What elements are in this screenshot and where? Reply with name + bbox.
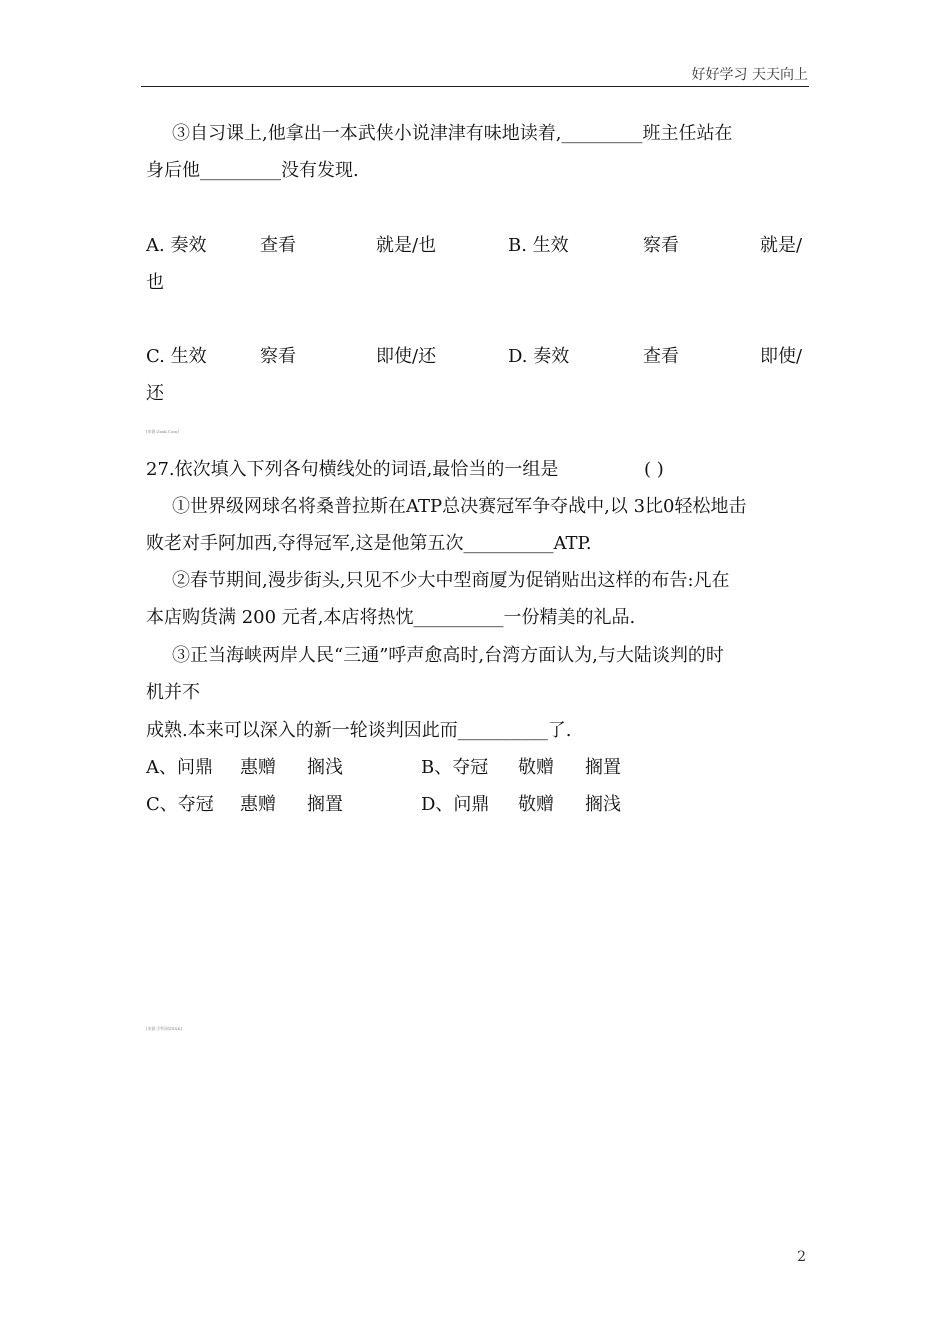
q26-option-d-word2: 查看 [643,346,679,367]
q26-option-c-word3: 即使/还 [376,346,437,367]
q27-item2-line2: 本店购货满 200 元者,本店将热忱__________一份精美的礼品. [146,607,636,628]
q27-item1-line1: ①世界级网球名将桑普拉斯在ATP总决赛冠军争夺战中,以 3比0轻松地击 [172,496,747,517]
page-number: 2 [797,1249,806,1265]
q26-option-a-word3: 就是/也 [376,235,437,256]
q27-option-d-word2: 敬赠 [518,794,554,815]
q27-option-d-word3: 搁浅 [585,794,621,815]
q27-option-a-word2: 惠赠 [240,757,276,778]
q27-option-b-label: B、夺冠 [421,757,489,778]
q27-item3-line2: 机并不 [146,682,200,703]
q27-answer-paren: ( ) [644,459,664,480]
q27-option-a-word3: 搁浅 [307,757,343,778]
q27-item3-line1: ③正当海峡两岸人民“三通”呼声愈高时,台湾方面认为,与大陆谈判的时 [172,645,724,666]
q27-option-a-label: A、问鼎 [146,757,213,778]
q26-option-d-label: D. 奏效 [508,346,570,367]
q26-item3-line2: 身后他_________没有发现. [146,160,359,181]
q27-option-c-label: C、夺冠 [146,794,214,815]
q26-option-b-word2: 察看 [643,235,679,256]
q27-option-b-word2: 敬赠 [518,757,554,778]
header-divider [141,86,809,87]
q27-item1-line2: 败老对手阿加西,夺得冠军,这是他第五次__________ATP. [146,533,592,554]
q26-option-b-word3: 就是/ [760,235,803,256]
q27-option-b-word3: 搁置 [585,757,621,778]
q26-option-c-label: C. 生效 [146,346,207,367]
q27-option-d-label: D、问鼎 [421,794,490,815]
q27-option-c-word2: 惠赠 [240,794,276,815]
q27-option-c-word3: 搁置 [307,794,343,815]
q26-option-b-label: B. 生效 [508,235,569,256]
q26-option-a-word2: 查看 [260,235,296,256]
q27-stem: 27.依次填入下列各句横线处的词语,最恰当的一组是 [146,459,559,480]
source-note-2: [来源:学科网ZXXK] [146,1026,182,1031]
q26-option-b-wrap: 也 [146,272,164,293]
source-note-1: [来源:Zxxk.Com] [146,429,179,434]
q26-option-c-word2: 察看 [260,346,296,367]
q26-option-a-label: A. 奏效 [146,235,207,256]
q26-item3-line1: ③自习课上,他拿出一本武侠小说津津有味地读着,_________班主任站在 [172,123,733,144]
q26-option-d-word3: 即使/ [760,346,803,367]
q27-item2-line1: ②春节期间,漫步街头,只见不少大中型商厦为促销贴出这样的布告:凡在 [172,570,730,591]
page-header: 好好学习 天天向上 [691,67,808,83]
q27-item3-line3: 成熟.本来可以深入的新一轮谈判因此而__________了. [146,720,572,741]
q26-option-d-wrap: 还 [146,383,164,404]
